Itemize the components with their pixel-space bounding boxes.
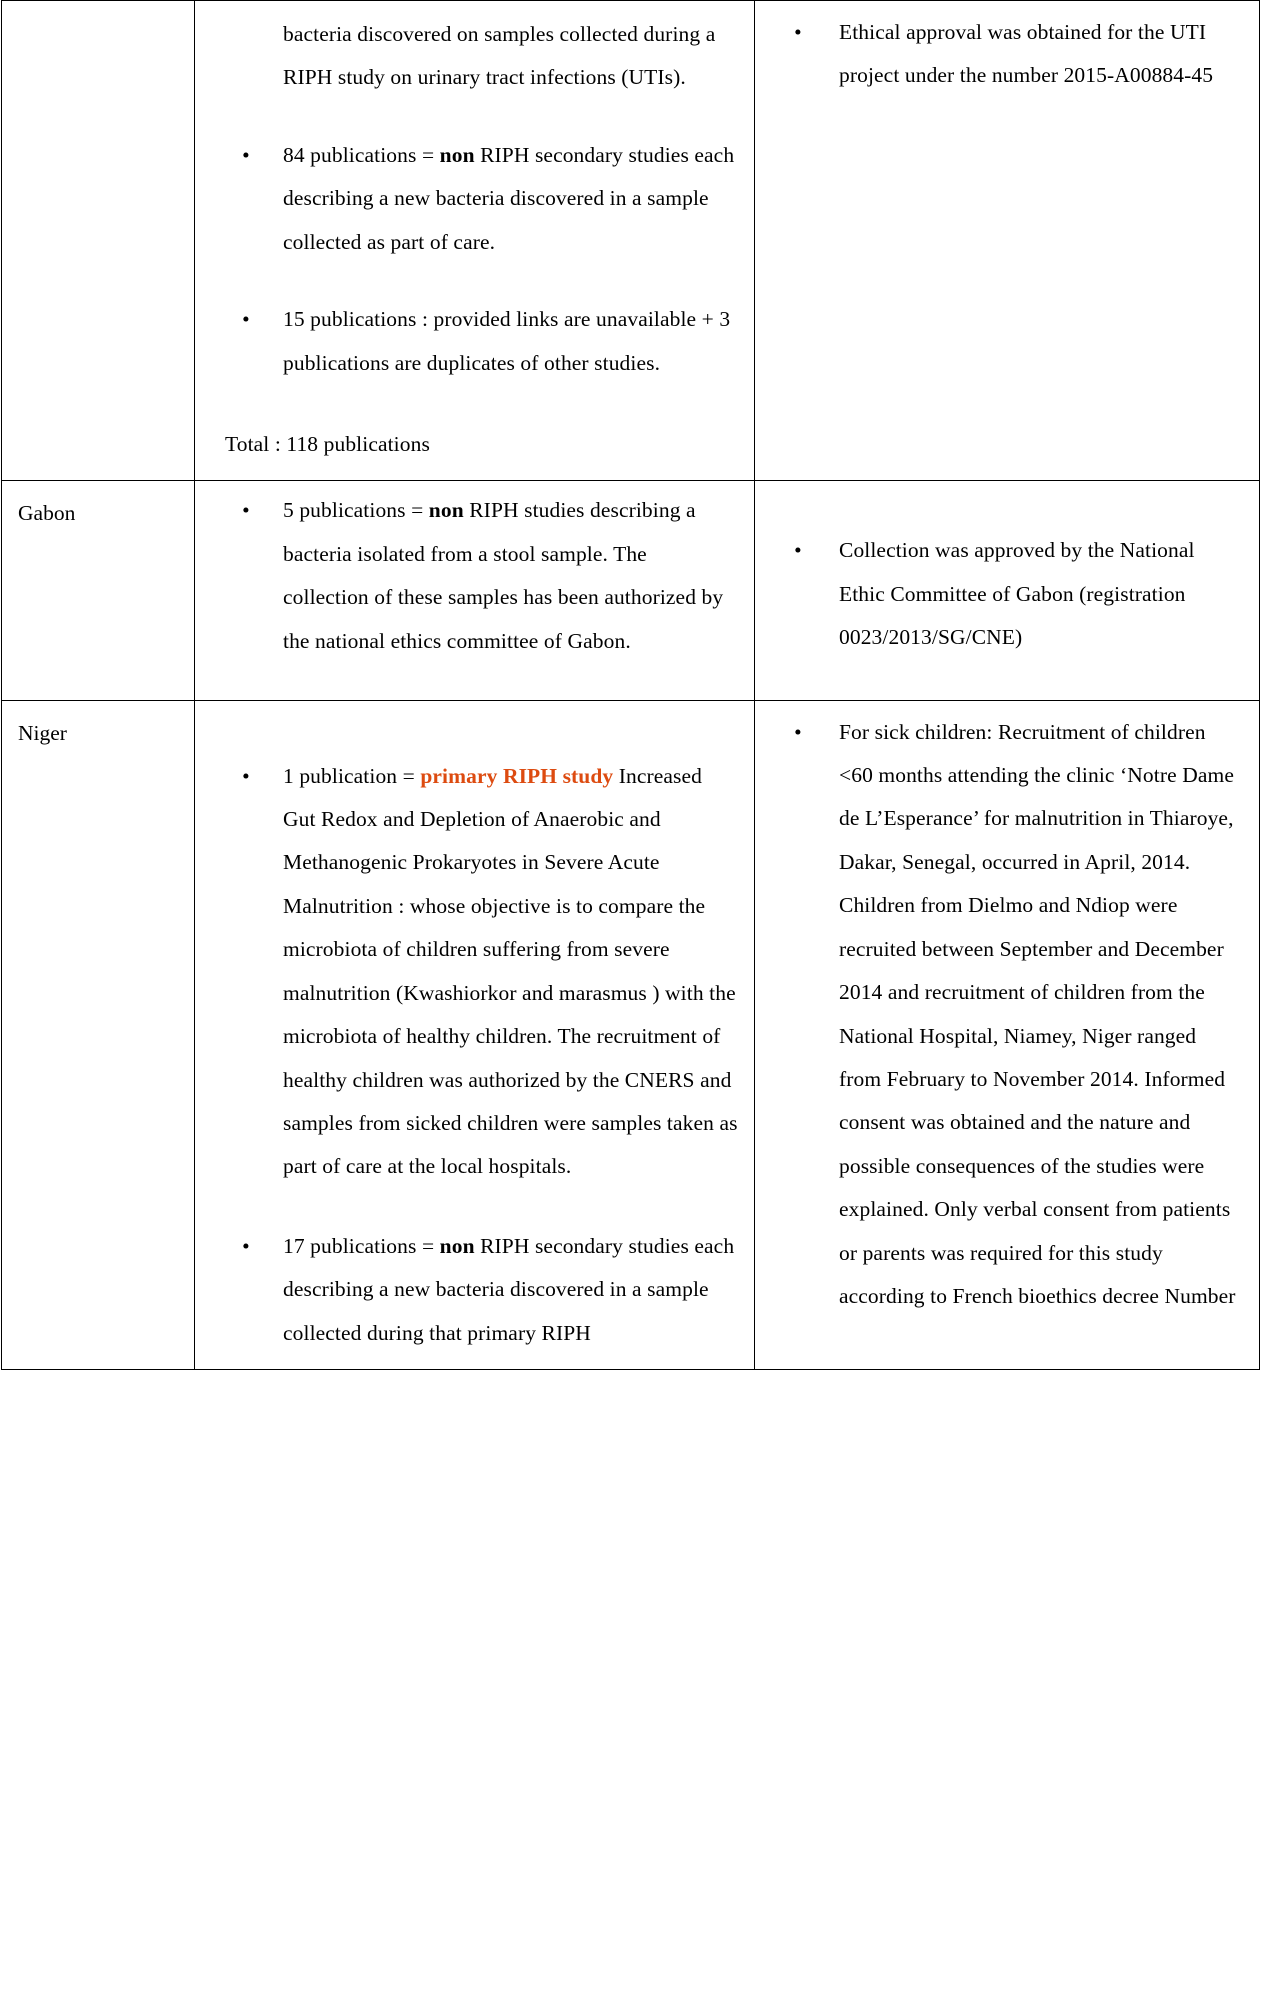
- bullet-icon: •: [794, 538, 802, 563]
- publications-ethics-table: [1, 0, 1260, 1370]
- bullet-suffix: RIPH secondary studies each describing a new bacteria discovered in a sample collected during that primary RIPH: [283, 1233, 735, 1345]
- bullet-highlight: primary RIPH study: [420, 763, 614, 788]
- table-row: [2, 481, 1260, 700]
- table-row: [2, 1, 1260, 481]
- bullet-icon: •: [794, 719, 802, 744]
- country-cell: [2, 481, 195, 700]
- bullet-bold: non: [439, 1233, 475, 1258]
- description-cell: [195, 1, 755, 481]
- ethics-bullet-list: [767, 529, 1241, 659]
- table-row: [2, 700, 1260, 1369]
- bullet-suffix: RIPH studies describing a bacteria isolated from a stool sample. The collection of these samples has been authorized by the national ethics committee of Gabon.: [283, 498, 724, 653]
- country-label: Niger: [18, 720, 67, 745]
- ethics-bullet-list: [767, 711, 1241, 1319]
- list-item: [767, 529, 1241, 659]
- ethics-text: For sick children: Recruitment of children <60 months attending the clinic ‘Notre Dame de L’Esperance’ for malnutrition in Thiaroye, Dakar, Senegal, occurred in April, 2014. Children from Dielmo and Ndiop were recruited between September and December 2014 and recruitment of children from the National Hospital, Niamey, Niger ranged from February to November 2014. Informed consent was obtained and the nature and possible consequences of the studies were explained. Only verbal consent from patients or parents was required for this study according to French bioethics decree Number: [839, 719, 1236, 1309]
- bullet-icon: •: [242, 307, 250, 332]
- list-item: [767, 711, 1241, 1319]
- description-cell: [195, 700, 755, 1369]
- bullet-prefix: 1 publication =: [283, 763, 421, 788]
- ethics-cell: [755, 700, 1260, 1369]
- list-item: [209, 134, 738, 264]
- bullet-prefix: 15 publications : provided links are unavailable + 3 publications are duplicates of other studies.: [283, 307, 731, 375]
- country-cell: [2, 700, 195, 1369]
- description-bullet-list: [209, 489, 738, 663]
- bullet-bold: non: [439, 142, 475, 167]
- description-bullet-list: [209, 134, 738, 385]
- description-cell: [195, 481, 755, 700]
- list-item: [767, 11, 1241, 98]
- bullet-icon: •: [794, 20, 802, 44]
- country-label: [2, 1, 194, 17]
- bullet-prefix: 84 publications =: [283, 142, 440, 167]
- ethics-cell: [755, 1, 1260, 481]
- bullet-prefix: 5 publications =: [283, 498, 429, 523]
- list-item: [209, 755, 738, 1189]
- bullet-suffix: RIPH secondary studies each describing a new bacteria discovered in a sample collected as part of care.: [283, 142, 735, 254]
- ethics-text: Collection was approved by the National Ethic Committee of Gabon (registration 0023/2013/SG/CNE): [839, 538, 1195, 650]
- description-bullet-list: [209, 755, 738, 1355]
- continuation-text: bacteria discovered on samples collected during a RIPH study on urinary tract infections (UTIs).: [283, 22, 716, 90]
- bullet-prefix: 17 publications =: [283, 1233, 440, 1258]
- bullet-suffix: Increased Gut Redox and Depletion of Anaerobic and Methanogenic Prokaryotes in Severe Acute Malnutrition : whose objective is to compare the microbiota of children suffering from severe malnutrition (Kwashiorkor and marasmus ) with the microbiota of healthy children. The recruitment of healthy children was authorized by the CNERS and samples from sicked children were samples taken as part of care at the local hospitals.: [283, 763, 738, 1179]
- list-item: [209, 489, 738, 663]
- bullet-bold: non: [428, 498, 464, 523]
- ethics-text: Ethical approval was obtained for the UTI project under the number 2015-A00884-45: [839, 20, 1214, 88]
- list-item: [209, 298, 738, 385]
- bullet-icon: •: [242, 763, 250, 788]
- list-item: [209, 1225, 738, 1355]
- bullet-icon: •: [242, 1233, 250, 1258]
- bullet-icon: •: [242, 142, 250, 167]
- ethics-cell: [755, 481, 1260, 700]
- ethics-bullet-list: [767, 11, 1241, 98]
- total-text: Total : 118 publications: [225, 431, 430, 456]
- bullet-icon: •: [242, 498, 250, 523]
- country-cell: [2, 1, 195, 481]
- country-label: Gabon: [18, 501, 76, 526]
